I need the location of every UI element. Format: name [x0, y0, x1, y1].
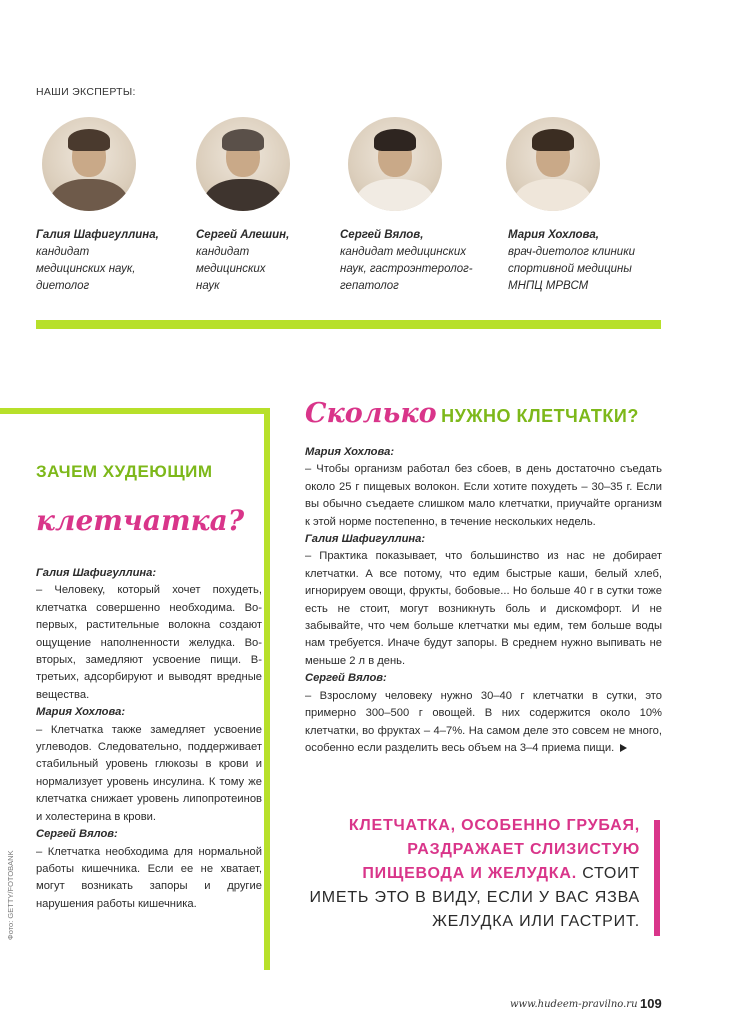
pull-quote-bar: [654, 820, 660, 936]
expert-photo: [42, 117, 136, 211]
section-title: [305, 398, 639, 429]
expert-name: Сергей Вялов,: [340, 229, 424, 241]
expert-title: врач-диетолог клиники спортивной медицины МНПЦ МРВСМ: [508, 246, 636, 292]
expert-photo: [196, 117, 290, 211]
expert-name: Сергей Алешин,: [196, 229, 290, 241]
speaker-name: Сергей Вялов:: [36, 828, 118, 841]
expert-title: кандидат медицинских наук, гастроэнтеролог-гепатолог: [340, 246, 473, 292]
speaker-name: Галия Шафигуллина:: [305, 533, 426, 546]
speaker-text: – Взрослому человеку нужно 30–40 г клетчатки в сутки, это примерно 300–500 г овощей. В них содержится около 10% клетчатки, во фруктах – 4–7%. На самом деле это совсем не много, особенно если разделить весь объем на 3–4 приема пищи.: [305, 689, 662, 754]
expert-photo: [506, 117, 600, 211]
expert-title: кандидат медицинских наук, диетолог: [36, 246, 136, 292]
speaker-text: – Клетчатка необходима для нормальной работы кишечника. Если ее не хватает, могут возникать запоры и другие нарушения работы кишечника.: [36, 845, 262, 910]
sidebar-text: [36, 565, 262, 913]
arrow-right-icon: [620, 744, 627, 752]
speaker-name: Мария Хохлова:: [305, 446, 395, 458]
sidebar-heading-script: клетчатка?: [36, 504, 245, 537]
photo-credit: Фото: GETTY/FOTOBANK: [6, 850, 15, 940]
speaker-name: Галия Шафигуллина:: [36, 567, 157, 579]
pull-quote-highlight: КЛЕТЧАТКА, ОСОБЕННО ГРУБАЯ, РАЗДРАЖАЕТ СЛИЗИСТУЮ ПИЩЕВОДА И ЖЕЛУДКА.: [348, 817, 640, 882]
expert-card: [340, 117, 490, 295]
footer-url: www.hudeem-pravilno.ru: [510, 999, 638, 1010]
pull-quote-text: СТОИТ ИМЕТЬ ЭТО В ВИДУ, ЕСЛИ У ВАС ЯЗВА ЖЕЛУДКА ИЛИ ГАСТРИТ.: [309, 865, 640, 930]
page-number: 109: [640, 996, 662, 1011]
speaker-text: – Клетчатка также замедляет усвоение углеводов. Следовательно, поддерживает стабильный уровень глюкозы в крови и нормализует уровень инсулина. К тому же клетчатка снижает уровень липопротеинов и холестерина в крови.: [36, 723, 262, 823]
sidebar-frame-top: [0, 408, 270, 414]
expert-photo: [348, 117, 442, 211]
section-title-script: Сколько: [305, 398, 437, 429]
pull-quote: [300, 814, 640, 934]
main-text: [305, 444, 662, 757]
experts-label: НАШИ ЭКСПЕРТЫ:: [36, 86, 136, 98]
speaker-text: – Чтобы организм работал без сбоев, в день достаточно съедать около 25 г пищевых волокон. Если хотите похудеть – 30–35 г. Если вы обычно съедаете слишком мало клетчатки, приучайте организм к этой норме постепенно, в течение нескольких недель.: [305, 463, 662, 528]
expert-card: [196, 117, 346, 295]
divider-bar: [36, 320, 661, 329]
speaker-text: – Практика показывает, что большинство из нас не добирает клетчатки. А все потому, что едим быстрые каши, белый хлеб, игнорируем овощи, фрукты, бобовые... Но больше 40 г в сутки тоже есть не стоит, могут возникнуть боль и дискомфорт. И не забывайте, что чем больше клетчатки мы едим, тем больше воды нам требуется. Иначе будут запоры. В среднем нужно выпивать не меньше 2 л в день.: [305, 550, 662, 667]
expert-card: [508, 117, 658, 295]
speaker-name: Мария Хохлова:: [36, 706, 126, 719]
section-title-caps: НУЖНО КЛЕТЧАТКИ?: [441, 406, 639, 426]
sidebar-frame-right: [264, 408, 270, 970]
expert-name: Галия Шафигуллина,: [36, 229, 159, 241]
expert-card: [36, 117, 186, 295]
speaker-name: Сергей Вялов:: [305, 672, 387, 685]
speaker-text: – Человеку, который хочет похудеть, клетчатка совершенно необходима. Во-первых, растительные волокна создают ощущение наполненности желудка. Во-вторых, замедляют усвоение пищи. В-третьих, адсорбируют и выводят вредные вещества.: [36, 584, 262, 701]
expert-name: Мария Хохлова,: [508, 229, 599, 241]
sidebar-heading-caps: ЗАЧЕМ ХУДЕЮЩИМ: [36, 462, 213, 481]
expert-title: кандидат медицинских наук: [196, 246, 266, 292]
